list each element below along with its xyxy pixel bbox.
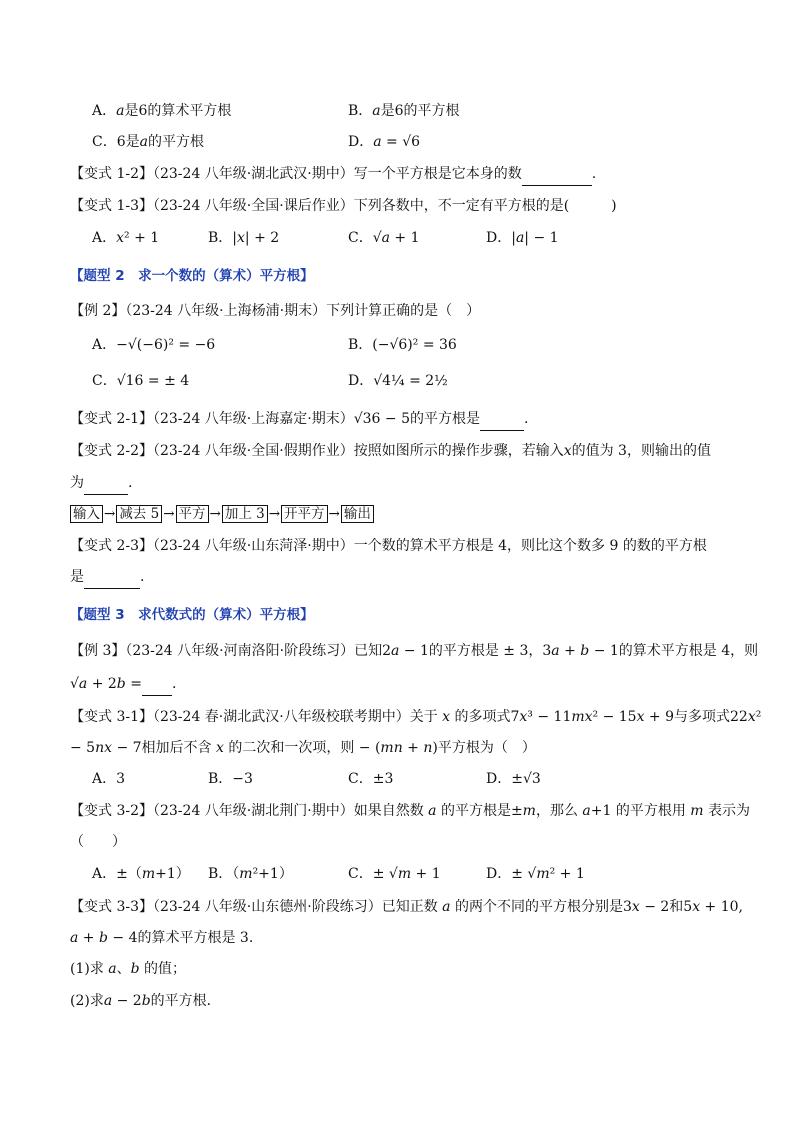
answer-blank[interactable] (142, 673, 172, 696)
variant-3-1-line-2: − 5𝑛𝑥 − 7相加后不含 𝑥 的二次和一次项，则 − (𝑚𝑛 + 𝑛)平方根为（ ） (70, 740, 536, 756)
arrow-right-icon: → (104, 506, 116, 522)
example-3-tail: . (171, 676, 177, 692)
answer-blank[interactable] (522, 163, 592, 186)
arrow-right-icon: → (209, 506, 221, 522)
arrow-right-icon: → (328, 506, 340, 522)
option-a: A．±（𝑚+1） (92, 866, 190, 882)
option-d: D．± √𝑚² + 1 (486, 866, 585, 882)
option-c: C．6是𝑎的平方根 (92, 134, 204, 150)
example-3-line-2 (70, 673, 176, 696)
option-c: C．√𝑎 + 1 (348, 230, 420, 246)
example-3-line-1: 【例 3】（23-24 八年级·河南洛阳·阶段练习）已知2𝑎 − 1的平方根是 ± 3，3𝑎 + 𝑏 − 1的算术平方根是 4，则 (70, 643, 759, 659)
variant-3-3-line-1: 【变式 3-3】（23-24 八年级·山东德州·阶段练习）已知正数 𝑎 的两个不同的平方根分别是3𝑥 − 2和5𝑥 + 10, (70, 899, 743, 915)
option-b: B．（𝑚²+1） (208, 866, 293, 882)
option-a: A．−√(−6)² = −6 (92, 337, 216, 353)
variant-2-3-line-1: 【变式 2-3】（23-24 八年级·山东菏泽·期中）一个数的算术平方根是 4，则比这个数多 9 的数的平方根 (70, 538, 707, 554)
flow-step-add-3: 加上 3 (222, 505, 268, 523)
question-1: (1)求 𝑎、𝑏 的值； (70, 961, 187, 977)
flow-step-subtract-5: 减去 5 (116, 505, 162, 523)
arrow-right-icon: → (163, 506, 175, 522)
option-b: B．−3 (208, 771, 253, 787)
flow-step-output: 输出 (341, 505, 374, 523)
option-d: D．𝑎 = √6 (348, 134, 421, 150)
option-b: B．𝑎是6的平方根 (348, 103, 460, 119)
option-d: D．|𝑎| − 1 (486, 230, 559, 246)
variant-1-3: 【变式 1-3】（23-24 八年级·全国·课后作业）下列各数中，不一定有平方根的是( ) (70, 198, 617, 214)
variant-2-2-text: 为 (70, 475, 84, 491)
variant-3-2-line-1: 【变式 3-2】（23-24 八年级·湖北荆门·期中）如果自然数 𝑎 的平方根是±𝑚，那么 𝑎+1 的平方根用 𝑚 表示为 (70, 803, 751, 819)
variant-3-2-line-2: （ ） (70, 834, 126, 850)
option-c: C．± √𝑚 + 1 (348, 866, 441, 882)
variant-2-2-tail: . (128, 475, 133, 491)
option-d: D．±√3 (486, 771, 541, 787)
variant-2-3-text: 是 (70, 569, 84, 585)
variant-2-1-tail: . (523, 411, 529, 427)
variant-2-1 (70, 408, 528, 431)
variant-3-3-line-2: 𝑎 + 𝑏 − 4的算术平方根是 3. (70, 930, 254, 946)
operation-flow (70, 505, 374, 523)
arrow-right-icon: → (268, 506, 281, 522)
option-a: A．𝑥² + 1 (92, 230, 160, 246)
variant-3-1-line-1: 【变式 3-1】（23-24 春·湖北武汉·八年级校联考期中）关于 𝑥 的多项式7𝑥³ − 11𝑚𝑥² − 15𝑥 + 9与多项式22𝑥² (70, 709, 762, 725)
topic-2-heading: 【题型 2 求一个数的（算术）平方根】 (70, 268, 314, 284)
topic-3-heading: 【题型 3 求代数式的（算术）平方根】 (70, 607, 314, 623)
variant-2-2-line-1: 【变式 2-2】（23-24 八年级·全国·假期作业）按照如图所示的操作步骤，若输入𝑥的值为 3，则输出的值 (70, 443, 711, 459)
option-b: B．|𝑥| + 2 (208, 230, 280, 246)
answer-blank[interactable] (84, 566, 140, 589)
flow-step-input: 输入 (70, 505, 103, 523)
option-a: A．𝑎是6的算术平方根 (92, 103, 232, 119)
variant-2-3-tail: . (140, 569, 145, 585)
flow-step-sqrt: 开平方 (281, 505, 328, 523)
variant-1-2-text: 【变式 1-2】（23-24 八年级·湖北武汉·期中）写一个平方根是它本身的数 (70, 166, 522, 182)
option-c: C．±3 (348, 771, 394, 787)
option-b: B．(−√6)² = 36 (348, 337, 457, 353)
variant-1-2 (70, 163, 596, 186)
example-2: 【例 2】（23-24 八年级·上海杨浦·期末）下列计算正确的是（ ） (70, 303, 481, 319)
variant-2-3-line-2 (70, 566, 144, 589)
variant-2-1-text: 【变式 2-1】（23-24 八年级·上海嘉定·期末）√36 − 5的平方根是 (70, 411, 480, 427)
answer-blank[interactable] (480, 408, 524, 431)
option-d: D．√4¼ = 2½ (348, 373, 448, 389)
option-c: C．√16 = ± 4 (92, 373, 190, 389)
flow-step-square: 平方 (176, 505, 209, 523)
option-a: A．3 (92, 771, 126, 787)
variant-2-2-line-2 (70, 472, 132, 495)
question-2: (2)求𝑎 − 2𝑏的平方根． (70, 993, 221, 1009)
answer-blank[interactable] (84, 472, 128, 495)
variant-1-2-tail: . (591, 166, 597, 182)
example-3-expression: √𝑎 + 2𝑏 = (70, 676, 142, 692)
